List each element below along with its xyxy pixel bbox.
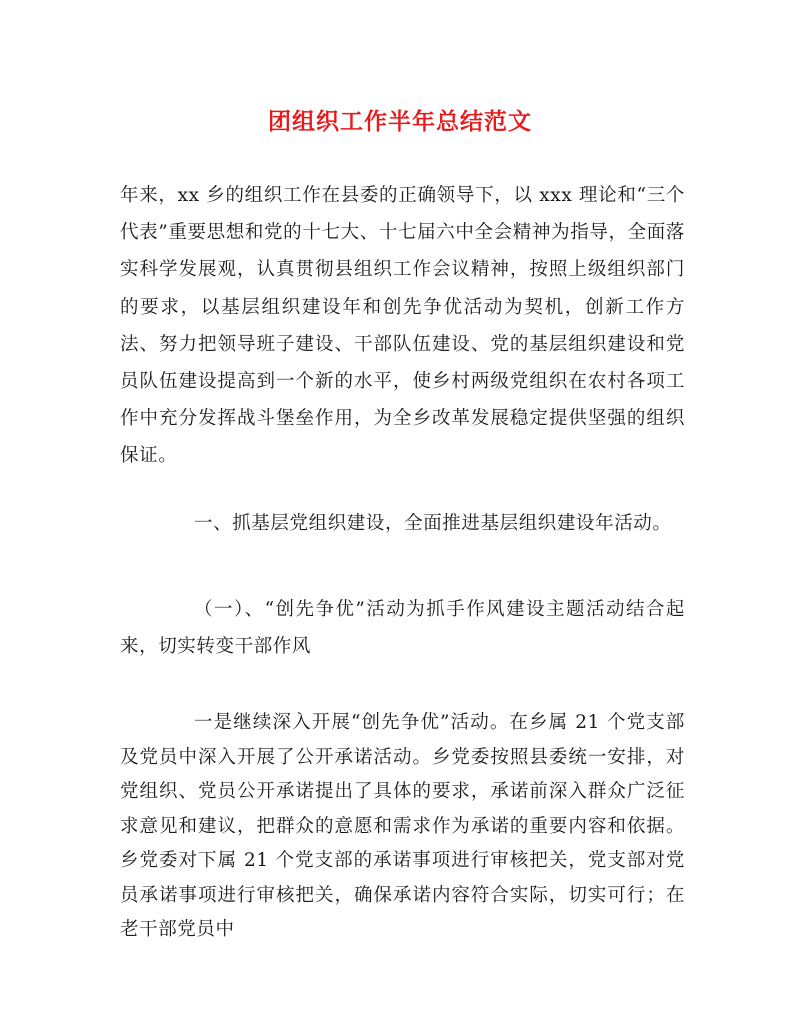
subsection-heading-1: （一）、“创先争优”活动为抓手作风建设主题活动结合起来，切实转变干部作风 <box>120 599 685 657</box>
document-title: 团组织工作半年总结范文 <box>268 108 532 135</box>
paragraph-intro: 年来，xx 乡的组织工作在县委的正确领导下，以 xxx 理论和“三个代表”重要思想和党的十七大、十七届六中全会精神为指导，全面落实科学发展观，认真贯彻县组织工作会议精神，按照上级组织部门的要求，以基层组织建设年和创先争优活动为契机，创新工作方法、努力把领导班子建设、干部队伍建设、党的基层组织建设和党员队伍建设提高到一个新的水平，使乡村两级党组织在农村各项工作中充分发挥战斗堡垒作用，为全乡改革发展稳定提供坚强的组织保证。 <box>120 185 685 467</box>
section-heading-1: 一、抓基层党组织建设，全面推进基层组织建设年活动。 <box>194 513 672 534</box>
paragraph-body: 一是继续深入开展“创先争优”活动。在乡属 21 个党支部及党员中深入开展了公开承诺活动。乡党委按照县委统一安排，对党组织、党员公开承诺提出了具体的要求，承诺前深入群众广泛征求意见和建议，把群众的意愿和需求作为承诺的重要内容和依据。乡党委对下属 21 个党支部的承诺事项进行审核把关，党支部对党员承诺事项进行审核把关，确保承诺内容符合实际，切实可行；在老干部党员中 <box>120 712 685 940</box>
